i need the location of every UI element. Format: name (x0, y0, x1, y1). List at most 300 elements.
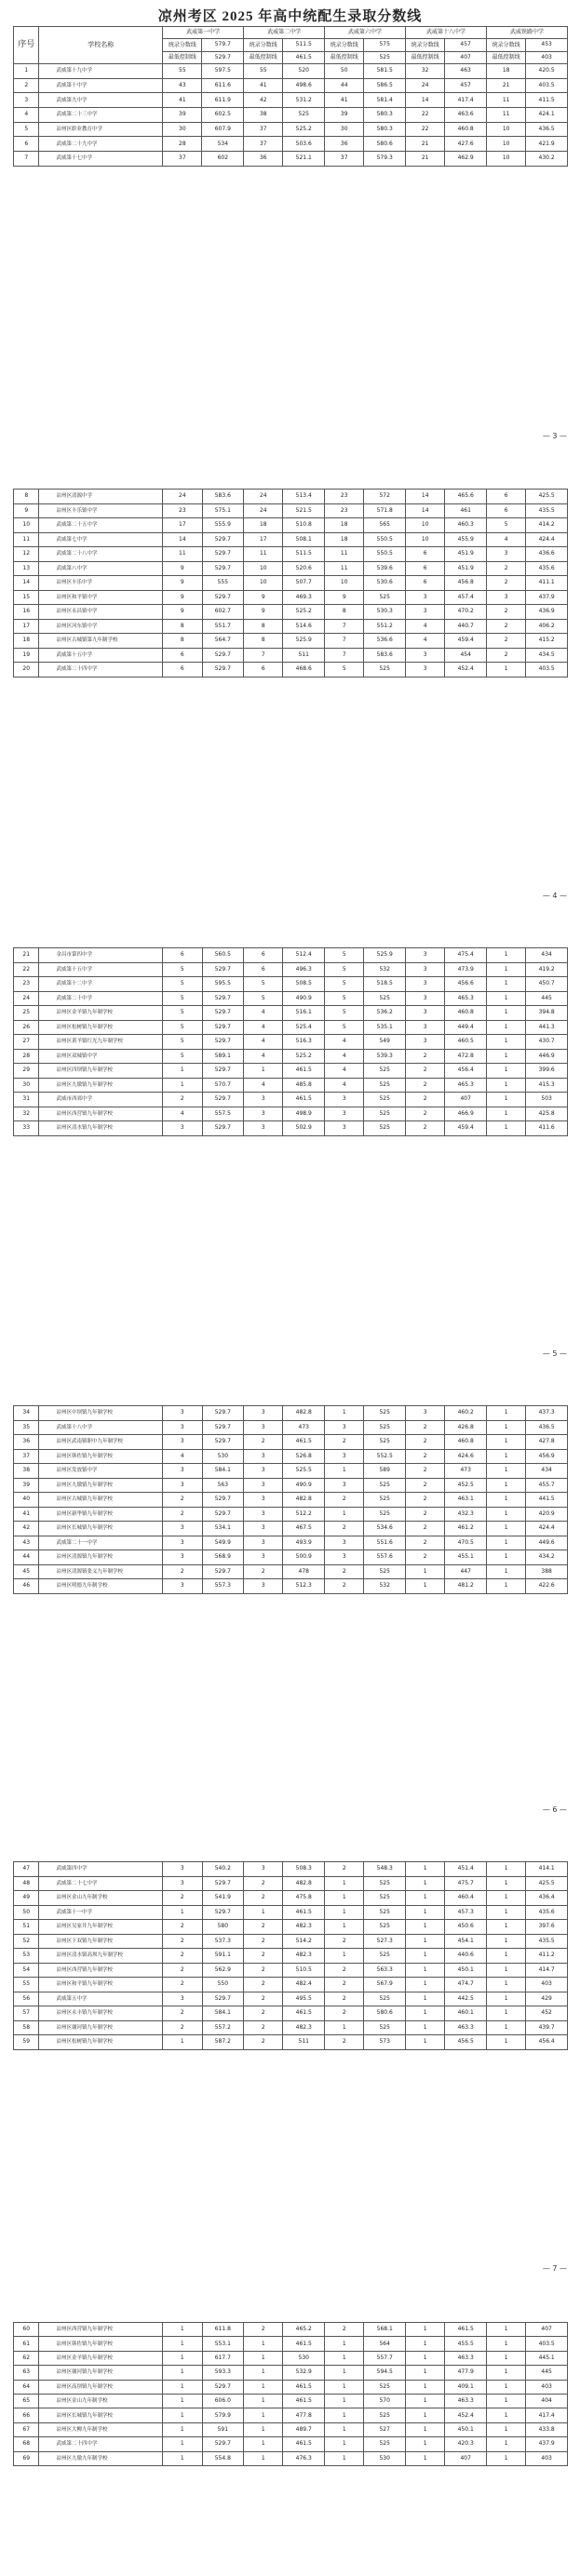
school-name-cell: 凉州区新华镇九年制学校 (39, 1507, 163, 1522)
score-cell: 1 (163, 1064, 202, 1079)
score-cell: 10 (244, 561, 283, 576)
table-row (14, 1963, 568, 1978)
score-cell: 525 (364, 1949, 406, 1964)
table-row (14, 2380, 568, 2394)
score-cell: 4 (163, 1107, 202, 1121)
table-row (14, 1121, 568, 1136)
score-cell: 2 (406, 1420, 445, 1435)
score-cell: 525 (364, 2020, 406, 2035)
score-cell: 24 (244, 503, 283, 518)
seq-cell: 5 (14, 122, 39, 137)
school-name-cell: 武威第二十三中学 (39, 108, 163, 123)
score-cell: 452.4 (445, 663, 487, 678)
score-cell: 457.4 (445, 590, 487, 605)
score-cell: 477.9 (445, 2366, 487, 2380)
score-cell: 587.2 (202, 2035, 244, 2050)
score-cell: 420.5 (526, 63, 568, 78)
table-row (14, 137, 568, 152)
score-cell: 436.5 (526, 1420, 568, 1435)
school-name-cell: 武威第二十四中学 (39, 663, 163, 678)
seq-cell: 34 (14, 1406, 39, 1421)
score-cell: 407 (445, 1093, 487, 1107)
score-cell: 1 (244, 2337, 283, 2351)
table-row (14, 977, 568, 992)
score-cell: 525 (364, 1891, 406, 1906)
seq-cell: 45 (14, 1564, 39, 1579)
table-row (14, 2437, 568, 2451)
score-cell: 4 (244, 1049, 283, 1064)
seq-cell: 44 (14, 1550, 39, 1565)
table-row (14, 122, 568, 137)
score-cell: 30 (163, 122, 202, 137)
score-cell: 2 (406, 1550, 445, 1565)
score-cell: 7 (325, 634, 364, 649)
seq-cell: 49 (14, 1891, 39, 1906)
score-cell: 5 (244, 991, 283, 1006)
school-name-cell: 武威第二十八中学 (39, 547, 163, 562)
school-name-cell: 凉州区黄羊镇红光九年制学校 (39, 1035, 163, 1050)
score-cell: 525 (364, 590, 406, 605)
score-cell: 1 (325, 2020, 364, 2035)
score-cell: 553.1 (202, 2337, 244, 2351)
score-cell: 437.3 (526, 1406, 568, 1421)
table-row (14, 2451, 568, 2465)
table-row (14, 1891, 568, 1906)
score-cell: 30 (325, 122, 364, 137)
college-header: 武威第十八中学 (406, 27, 487, 39)
score-cell: 570 (364, 2394, 406, 2408)
score-cell: 549.9 (202, 1536, 244, 1550)
score-cell: 4 (325, 1078, 364, 1093)
table-row (14, 1920, 568, 1935)
table-row (14, 490, 568, 504)
score-cell: 10 (486, 137, 525, 152)
table-row (14, 561, 568, 576)
score-cell: 3 (325, 1536, 364, 1550)
score-cell: 617.7 (202, 2351, 244, 2365)
school-name-cell: 凉州区和平镇九年制学校 (39, 1978, 163, 1992)
score-cell: 2 (406, 1478, 445, 1493)
score-cell: 476.3 (283, 2451, 325, 2465)
seq-cell: 32 (14, 1107, 39, 1121)
score-cell: 461.5 (283, 1905, 325, 1920)
score-cell: 579.9 (202, 2408, 244, 2422)
score-cell: 425.8 (526, 1107, 568, 1121)
score-cell: 2 (406, 1449, 445, 1464)
score-cell: 535.1 (364, 1020, 406, 1035)
score-cell: 5 (163, 1049, 202, 1064)
score-cell: 1 (406, 1949, 445, 1964)
seq-cell: 38 (14, 1464, 39, 1479)
score-cell: 3 (406, 1020, 445, 1035)
seq-cell: 54 (14, 1963, 39, 1978)
table-row (14, 532, 568, 547)
score-cell: 1 (486, 1464, 525, 1479)
table-row (14, 1406, 568, 1421)
score-cell: 3 (163, 1522, 202, 1536)
score-cell: 1 (244, 2437, 283, 2451)
score-cell: 3 (406, 1406, 445, 1421)
score-cell: 551.2 (364, 619, 406, 634)
score-cell: 527.3 (364, 1934, 406, 1949)
score-cell: 3 (406, 605, 445, 620)
score-cell: 461.5 (283, 1435, 325, 1450)
score-cell: 406.2 (526, 619, 568, 634)
seq-cell: 3 (14, 93, 39, 108)
score-cell: 607.9 (202, 122, 244, 137)
seq-cell: 31 (14, 1093, 39, 1107)
score-cell: 1 (486, 1121, 525, 1136)
score-cell: 518.5 (364, 977, 406, 992)
score-cell: 1 (486, 1093, 525, 1107)
score-cell: 534.1 (202, 1522, 244, 1536)
score-cell: 521.1 (283, 152, 325, 167)
score-cell: 5 (486, 518, 525, 533)
score-cell: 525 (364, 663, 406, 678)
score-cell: 5 (325, 1020, 364, 1035)
score-cell: 1 (406, 2408, 445, 2422)
score-cell: 525 (364, 2380, 406, 2394)
score-cell: 37 (163, 152, 202, 167)
score-cell: 32 (406, 63, 445, 78)
score-cell: 2 (325, 1435, 364, 1450)
seq-cell: 51 (14, 1920, 39, 1935)
score-cell: 532.9 (283, 2366, 325, 2380)
score-cell: 3 (244, 1093, 283, 1107)
table-row (14, 1020, 568, 1035)
score-cell: 454.1 (445, 1934, 487, 1949)
score-cell: 1 (163, 2408, 202, 2422)
score-cell: 2 (406, 1064, 445, 1079)
table-row (14, 1064, 568, 1079)
score-cell: 514.2 (283, 1934, 325, 1949)
score-cell: 446.9 (526, 1049, 568, 1064)
score-cell: 2 (325, 2323, 364, 2337)
score-cell: 3 (244, 1536, 283, 1550)
score-cell: 411.5 (526, 93, 568, 108)
score-cell: 531.2 (283, 93, 325, 108)
score-cell: 564.7 (202, 634, 244, 649)
score-cell: 424.4 (526, 532, 568, 547)
score-cell: 2 (406, 1078, 445, 1093)
table-row (14, 619, 568, 634)
school-name-cell: 凉州区西营镇九年制学校 (39, 1963, 163, 1978)
score-cell: 1 (406, 2366, 445, 2380)
score-cell: 4 (325, 1035, 364, 1050)
score-cell: 3 (406, 1035, 445, 1050)
school-name-cell: 武威第五中学 (39, 1992, 163, 2006)
score-cell: 1 (406, 1579, 445, 1594)
score-cell: 419.2 (526, 962, 568, 977)
score-cell: 1 (325, 2380, 364, 2394)
score-cell: 2 (244, 1949, 283, 1964)
score-cell: 534.6 (364, 1522, 406, 1536)
score-cell: 434 (526, 948, 568, 963)
score-cell: 529.7 (202, 1493, 244, 1508)
score-cell: 403 (526, 2451, 568, 2465)
score-cell: 3 (325, 1093, 364, 1107)
score-cell: 473 (283, 1420, 325, 1435)
score-cell: 457.3 (445, 1905, 487, 1920)
school-name-cell: 凉州区金羊镇九年制学校 (39, 1006, 163, 1021)
score-cell: 482.4 (283, 1978, 325, 1992)
score-cell: 516.3 (283, 1035, 325, 1050)
score-cell: 41 (244, 78, 283, 93)
score-cell: 420.9 (526, 1507, 568, 1522)
school-name-cell: 凉州区大柳九年制学校 (39, 2422, 163, 2436)
score-cell: 21 (486, 78, 525, 93)
score-cell: 525.2 (283, 122, 325, 137)
school-name-cell: 凉州区九墩镇九年制学校 (39, 1478, 163, 1493)
seq-cell: 61 (14, 2337, 39, 2351)
score-cell: 3 (244, 1862, 283, 1877)
score-cell: 469.3 (283, 590, 325, 605)
min-label: 最低控制线 (406, 51, 445, 63)
score-cell: 460.8 (445, 1006, 487, 1021)
score-cell: 456.5 (445, 2035, 487, 2050)
seq-cell: 14 (14, 576, 39, 591)
score-cell: 461.5 (283, 1093, 325, 1107)
college-header: 武威第六中学 (325, 27, 406, 39)
score-cell: 461.5 (283, 1064, 325, 1079)
score-cell: 21 (406, 137, 445, 152)
score-cell: 525 (364, 1876, 406, 1891)
score-cell: 2 (244, 2035, 283, 2050)
score-cell: 529.7 (202, 590, 244, 605)
seq-cell: 56 (14, 1992, 39, 2006)
score-cell: 1 (244, 1064, 283, 1079)
score-cell: 2 (486, 619, 525, 634)
score-cell: 1 (163, 2422, 202, 2436)
score-cell: 525 (364, 1420, 406, 1435)
score-cell: 439.7 (526, 2020, 568, 2035)
score-cell: 3 (244, 1522, 283, 1536)
table-row (14, 1006, 568, 1021)
table-row (14, 93, 568, 108)
score-cell: 1 (163, 2337, 202, 2351)
score-cell: 1 (325, 1891, 364, 1906)
score-table (13, 947, 568, 1136)
score-cell: 529.7 (202, 1006, 244, 1021)
score-cell: 6 (406, 576, 445, 591)
school-name-cell: 凉州区吴家井九年制学校 (39, 1920, 163, 1935)
score-cell: 1 (486, 1992, 525, 2006)
seq-cell: 7 (14, 152, 39, 167)
score-cell: 436.5 (526, 122, 568, 137)
score-cell: 8 (163, 634, 202, 649)
seq-cell: 46 (14, 1579, 39, 1594)
table-row (14, 948, 568, 963)
score-cell: 5 (325, 663, 364, 678)
score-cell: 2 (244, 1934, 283, 1949)
score-cell: 1 (244, 2408, 283, 2422)
score-cell: 455.1 (445, 1550, 487, 1565)
score-cell: 2 (325, 1862, 364, 1877)
seq-cell: 47 (14, 1862, 39, 1877)
score-cell: 1 (163, 2394, 202, 2408)
score-cell: 1 (163, 2351, 202, 2365)
score-cell: 456.6 (445, 977, 487, 992)
school-name-cell: 凉州区和平镇中学 (39, 590, 163, 605)
score-cell: 463.3 (445, 2394, 487, 2408)
quota-label: 统录分数线 (244, 39, 283, 51)
score-cell: 24 (163, 490, 202, 504)
score-cell: 567.9 (364, 1978, 406, 1992)
score-cell: 473 (445, 1464, 487, 1479)
score-cell: 463.3 (445, 2351, 487, 2365)
score-cell: 424.4 (526, 1522, 568, 1536)
score-cell: 467.5 (283, 1522, 325, 1536)
score-cell: 510.5 (283, 1963, 325, 1978)
table-row (14, 1093, 568, 1107)
score-cell: 591 (202, 2422, 244, 2436)
score-cell: 445.1 (526, 2351, 568, 2365)
score-cell: 435.6 (526, 1905, 568, 1920)
score-cell: 2 (325, 1934, 364, 1949)
min-value: 403 (526, 51, 568, 63)
score-cell: 447 (445, 1564, 487, 1579)
score-cell: 415.3 (526, 1078, 568, 1093)
school-name-cell: 武威第十二中学 (39, 977, 163, 992)
score-cell: 23 (325, 490, 364, 504)
seq-cell: 37 (14, 1449, 39, 1464)
score-cell: 549 (364, 1035, 406, 1050)
score-cell: 562.9 (202, 1963, 244, 1978)
score-cell: 580 (202, 1920, 244, 1935)
score-cell: 3 (163, 1435, 202, 1450)
score-cell: 1 (486, 1420, 525, 1435)
table-row (14, 2035, 568, 2050)
score-cell: 403.5 (526, 663, 568, 678)
min-label: 最低控制线 (244, 51, 283, 63)
score-cell: 454 (445, 648, 487, 663)
page-number: — 7 — (542, 2264, 567, 2273)
score-cell: 1 (406, 1564, 445, 1579)
score-cell: 489.7 (283, 2422, 325, 2436)
score-cell: 532 (364, 1579, 406, 1594)
score-cell: 421.9 (526, 137, 568, 152)
table-row (14, 1522, 568, 1536)
score-cell: 516.1 (283, 1006, 325, 1021)
score-cell: 18 (325, 518, 364, 533)
score-cell: 451.9 (445, 561, 487, 576)
score-cell: 529.7 (202, 1020, 244, 1035)
score-cell: 525.9 (364, 948, 406, 963)
score-cell: 6 (163, 948, 202, 963)
table-row (14, 1862, 568, 1877)
score-cell: 414.1 (526, 1862, 568, 1877)
score-cell: 568.9 (202, 1550, 244, 1565)
seq-cell: 43 (14, 1536, 39, 1550)
school-name-cell: 凉州区西营镇九年制学校 (39, 1107, 163, 1121)
score-cell: 2 (325, 1963, 364, 1978)
score-cell: 23 (325, 503, 364, 518)
score-cell: 5 (325, 962, 364, 977)
score-cell: 17 (244, 532, 283, 547)
score-cell: 6 (486, 490, 525, 504)
table-row (14, 991, 568, 1006)
score-cell: 430.2 (526, 152, 568, 167)
score-table (13, 26, 568, 167)
score-cell: 525 (283, 108, 325, 123)
school-name-cell: 武威第十七中学 (39, 152, 163, 167)
score-cell: 1 (486, 1507, 525, 1522)
score-cell: 3 (325, 1550, 364, 1565)
score-cell: 460.8 (445, 122, 487, 137)
table-row (14, 1978, 568, 1992)
score-cell: 2 (486, 634, 525, 649)
school-name-cell: 凉州区九墩九年制学校 (39, 2451, 163, 2465)
score-cell: 1 (486, 1035, 525, 1050)
score-cell: 429 (526, 1992, 568, 2006)
score-cell: 529.7 (202, 648, 244, 663)
score-cell: 1 (486, 2337, 525, 2351)
score-cell: 450.7 (526, 977, 568, 992)
score-cell: 1 (406, 2006, 445, 2021)
table-row (14, 2323, 568, 2337)
score-cell: 1 (325, 2437, 364, 2451)
score-cell: 425.5 (526, 1876, 568, 1891)
score-cell: 1 (325, 1507, 364, 1522)
score-cell: 461 (445, 503, 487, 518)
seq-cell: 55 (14, 1978, 39, 1992)
score-cell: 534 (202, 137, 244, 152)
score-cell: 3 (325, 1449, 364, 1464)
score-cell: 440.6 (445, 1949, 487, 1964)
school-name-cell: 凉州区双城镇中学 (39, 1049, 163, 1064)
score-cell: 36 (244, 152, 283, 167)
seq-cell: 29 (14, 1064, 39, 1079)
score-cell: 564 (364, 2337, 406, 2351)
school-name-cell: 武威第二十九中学 (39, 137, 163, 152)
score-cell: 2 (163, 1934, 202, 1949)
score-cell: 572 (364, 490, 406, 504)
school-header: 学校名称 (39, 27, 163, 64)
score-cell: 6 (244, 948, 283, 963)
score-cell: 1 (163, 2323, 202, 2337)
score-cell: 529.7 (202, 1406, 244, 1421)
score-cell: 1 (486, 1564, 525, 1579)
score-cell: 460.5 (445, 1035, 487, 1050)
score-cell: 606.0 (202, 2394, 244, 2408)
score-cell: 510.8 (283, 518, 325, 533)
score-cell: 449.6 (526, 1536, 568, 1550)
score-cell: 3 (244, 1507, 283, 1522)
score-cell: 482.3 (283, 1949, 325, 1964)
score-cell: 10 (406, 518, 445, 533)
score-cell: 11 (486, 93, 525, 108)
score-cell: 2 (163, 1507, 202, 1522)
quota-label: 统录分数线 (406, 39, 445, 51)
score-cell: 14 (406, 503, 445, 518)
score-cell: 1 (163, 1905, 202, 1920)
school-name-cell: 武威第十八中学 (39, 1420, 163, 1435)
score-cell: 1 (325, 1406, 364, 1421)
score-cell: 1 (486, 1934, 525, 1949)
score-cell: 550.5 (364, 547, 406, 562)
school-name-cell: 凉州区永昌镇中学 (39, 605, 163, 620)
score-cell: 461.5 (283, 2437, 325, 2451)
score-cell: 2 (244, 2323, 283, 2337)
score-table (13, 1405, 568, 1594)
score-cell: 1 (486, 1006, 525, 1021)
table-row (14, 1420, 568, 1435)
page-number: — 3 — (542, 432, 567, 440)
score-cell: 583.6 (202, 490, 244, 504)
score-cell: 473.9 (445, 962, 487, 977)
score-cell: 1 (163, 2035, 202, 2050)
score-cell: 1 (486, 1107, 525, 1121)
